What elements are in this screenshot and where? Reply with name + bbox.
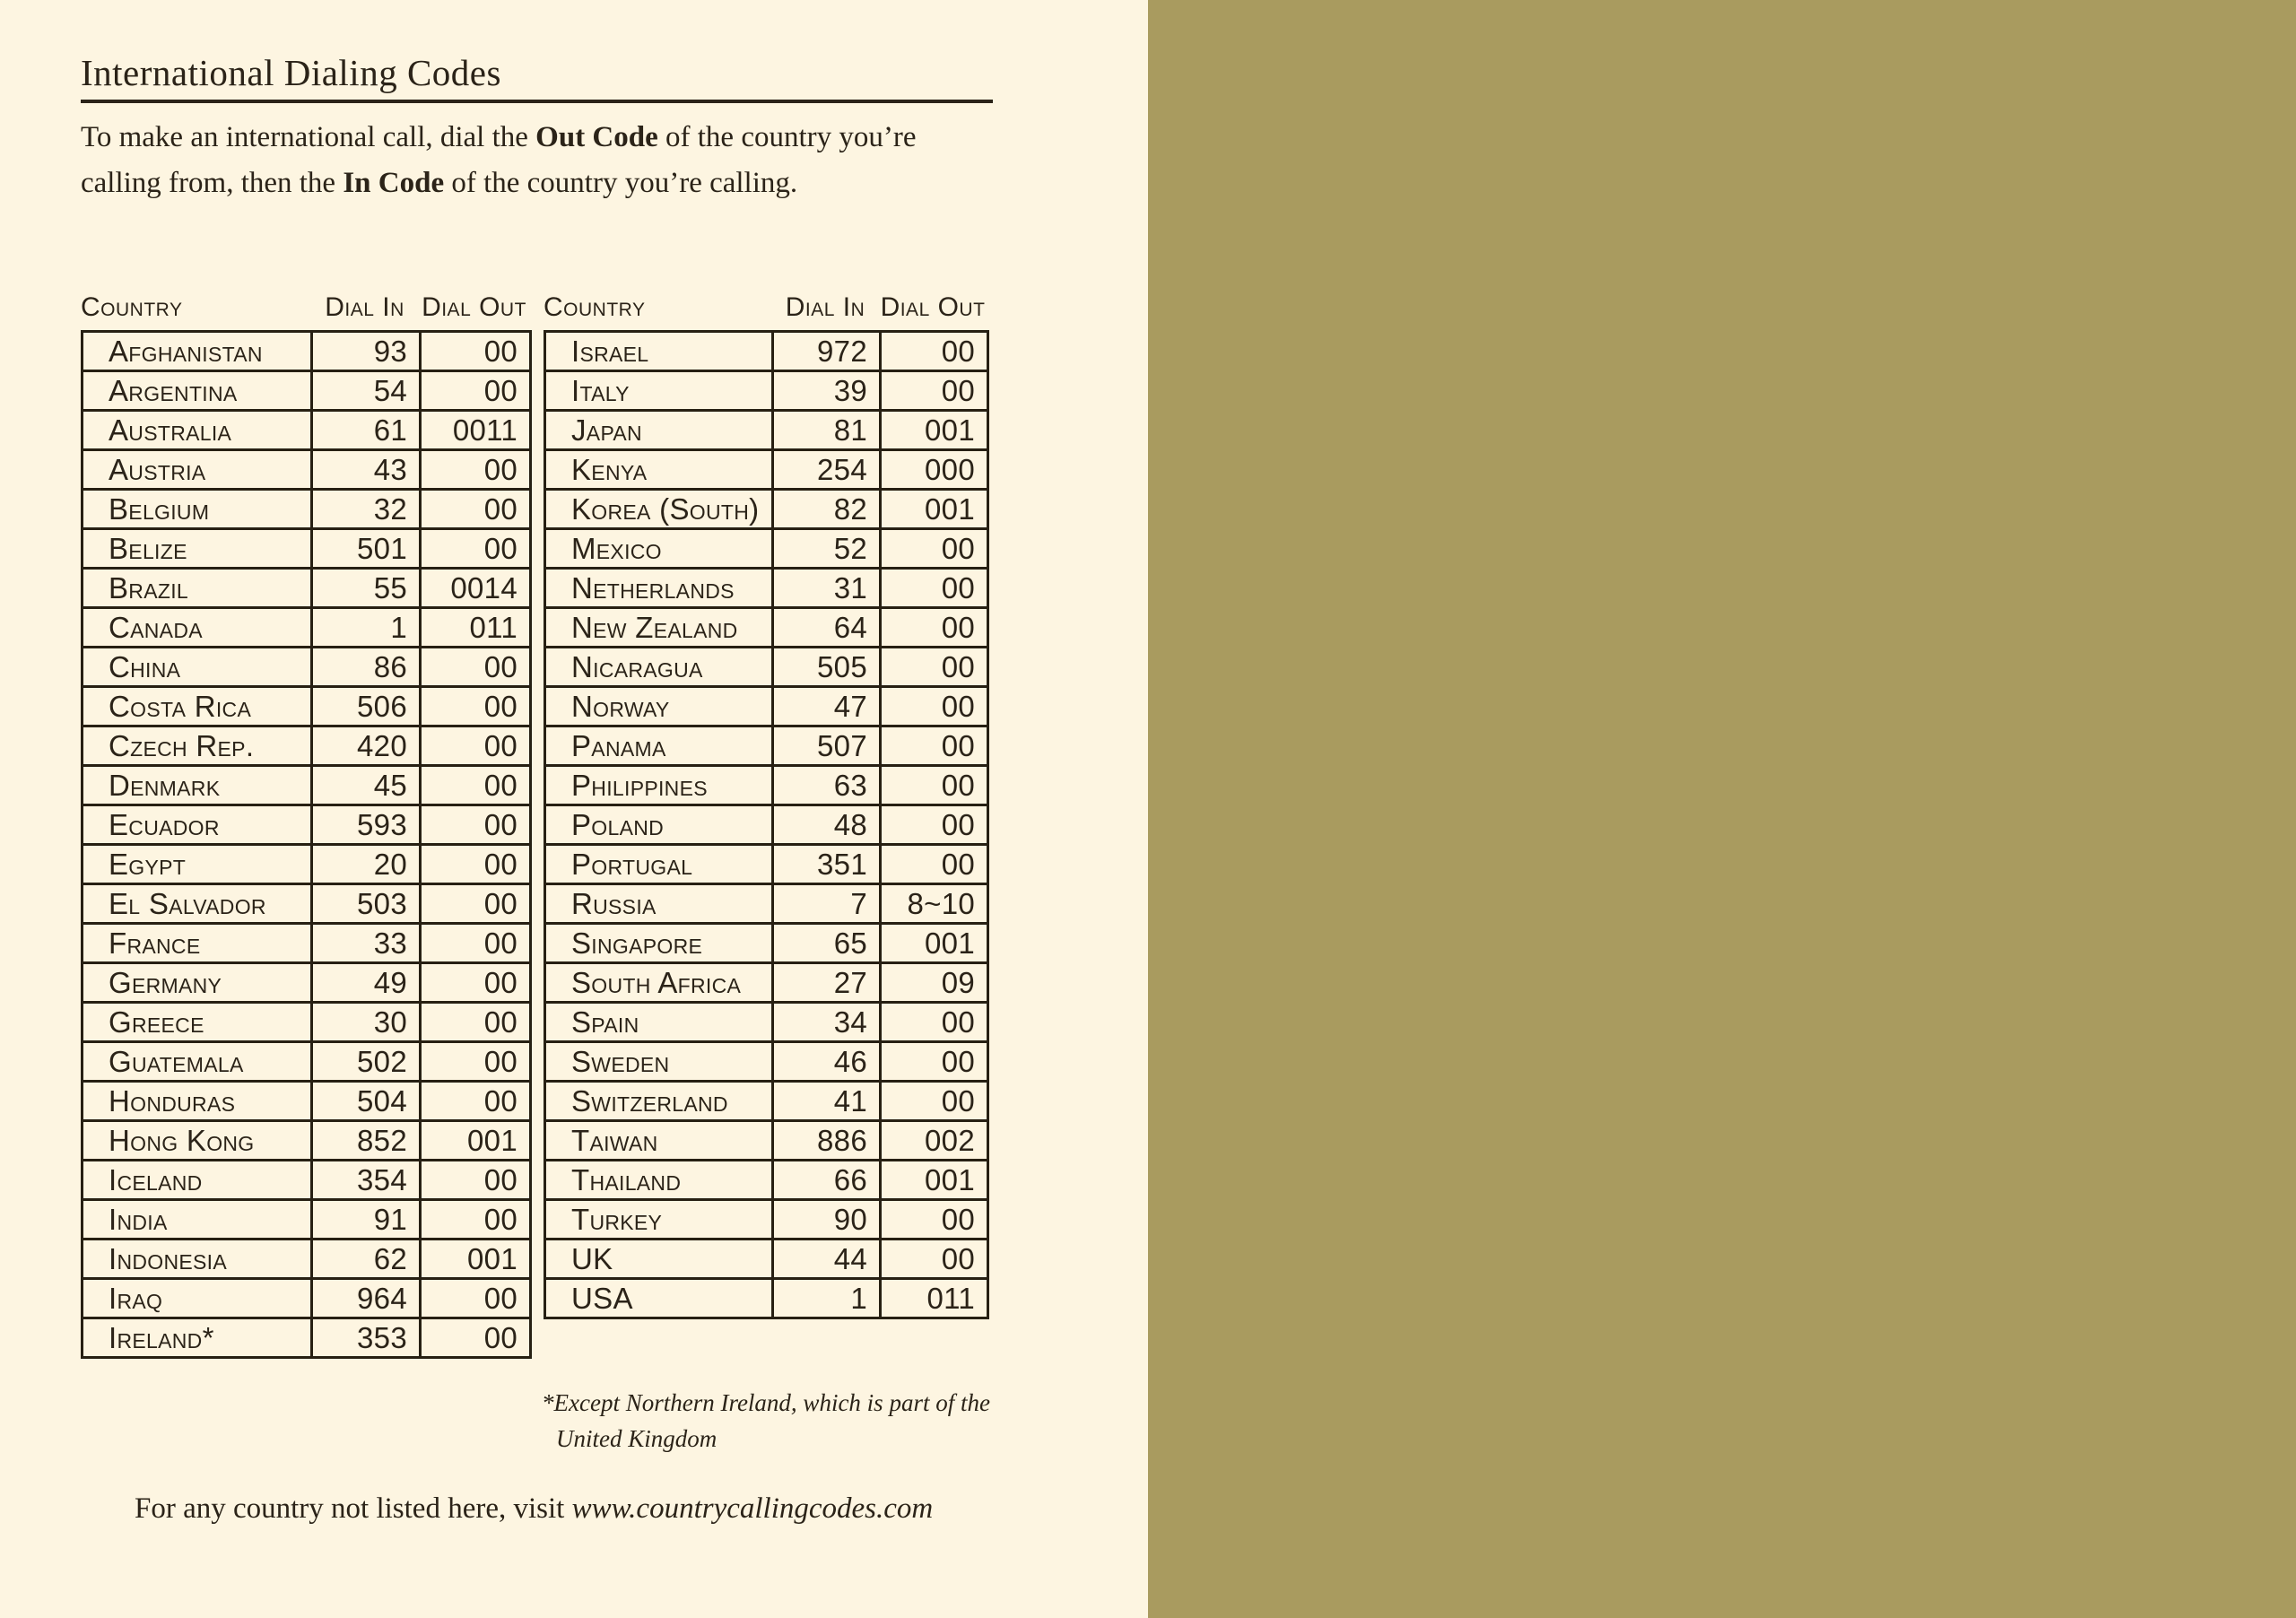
- column-header-dial-out: Dial Out: [880, 292, 986, 322]
- dial-in-cell: 964: [312, 1279, 421, 1318]
- dial-out-cell: 00: [421, 648, 531, 687]
- country-cell: Hong Kong: [83, 1121, 312, 1161]
- dial-in-cell: 254: [773, 450, 881, 490]
- dial-in-cell: 501: [312, 529, 421, 569]
- table-row: [545, 1279, 988, 1318]
- country-cell: Brazil: [83, 569, 312, 608]
- website-note: [135, 1492, 933, 1526]
- dial-out-cell: 00: [881, 1082, 988, 1121]
- dial-in-cell: 503: [312, 884, 421, 924]
- country-cell: UK: [545, 1240, 773, 1279]
- country-cell: El Salvador: [83, 884, 312, 924]
- dial-in-cell: 33: [312, 924, 421, 963]
- table-row: [545, 529, 988, 569]
- table-row: [83, 371, 531, 411]
- country-cell: Sweden: [545, 1042, 773, 1082]
- dial-out-cell: 00: [881, 1042, 988, 1082]
- dial-out-cell: 011: [881, 1279, 988, 1318]
- dial-in-cell: 81: [773, 411, 881, 450]
- column-header-country: Country: [544, 292, 646, 322]
- country-cell: Turkey: [545, 1200, 773, 1240]
- dial-in-cell: 52: [773, 529, 881, 569]
- dial-in-cell: 41: [773, 1082, 881, 1121]
- country-cell: Afghanistan: [83, 332, 312, 371]
- dial-out-cell: 00: [881, 371, 988, 411]
- dial-in-cell: 506: [312, 687, 421, 726]
- country-cell: Ireland*: [83, 1318, 312, 1358]
- website-url: www.countrycallingcodes.com: [571, 1492, 934, 1525]
- country-cell: Nicaragua: [545, 648, 773, 687]
- dial-in-cell: 55: [312, 569, 421, 608]
- dial-out-cell: 00: [881, 529, 988, 569]
- table-header-row: [544, 287, 987, 330]
- table-row: [545, 687, 988, 726]
- dial-in-cell: 34: [773, 1003, 881, 1042]
- dial-in-cell: 505: [773, 648, 881, 687]
- website-note-text: For any country not listed here, visit: [135, 1492, 572, 1525]
- country-cell: Guatemala: [83, 1042, 312, 1082]
- intro-text: To make an international call, dial the: [81, 121, 536, 153]
- country-cell: Korea (South): [545, 490, 773, 529]
- table-row: [545, 371, 988, 411]
- dial-out-cell: 00: [421, 1161, 531, 1200]
- table-row: [83, 648, 531, 687]
- country-cell: Belize: [83, 529, 312, 569]
- dial-in-cell: 39: [773, 371, 881, 411]
- table-header-row: [81, 287, 529, 330]
- dial-in-cell: 44: [773, 1240, 881, 1279]
- table-row: [83, 411, 531, 450]
- dial-out-cell: 011: [421, 608, 531, 648]
- dial-in-cell: 31: [773, 569, 881, 608]
- country-cell: Taiwan: [545, 1121, 773, 1161]
- table-row: [83, 1003, 531, 1042]
- table-row: [545, 924, 988, 963]
- table-row: [83, 687, 531, 726]
- table-row: [83, 1240, 531, 1279]
- dial-out-cell: 00: [421, 490, 531, 529]
- table-row: [83, 963, 531, 1003]
- dial-in-cell: 30: [312, 1003, 421, 1042]
- table-row: [83, 569, 531, 608]
- table-row: [545, 963, 988, 1003]
- dial-out-cell: 001: [421, 1240, 531, 1279]
- table-row: [83, 608, 531, 648]
- table-row: [83, 805, 531, 845]
- dial-in-cell: 82: [773, 490, 881, 529]
- dial-in-cell: 420: [312, 726, 421, 766]
- dial-out-cell: 00: [421, 845, 531, 884]
- country-cell: Costa Rica: [83, 687, 312, 726]
- dial-in-cell: 91: [312, 1200, 421, 1240]
- dial-out-cell: 00: [421, 766, 531, 805]
- dial-out-cell: 00: [421, 924, 531, 963]
- country-cell: Australia: [83, 411, 312, 450]
- table-row: [545, 1003, 988, 1042]
- dial-in-cell: 354: [312, 1161, 421, 1200]
- dial-in-cell: 48: [773, 805, 881, 845]
- table-row: [83, 766, 531, 805]
- table-row: [83, 1161, 531, 1200]
- intro-text: of the country you’re calling.: [444, 167, 798, 199]
- dial-out-cell: 00: [421, 450, 531, 490]
- dial-in-cell: 507: [773, 726, 881, 766]
- dial-in-cell: 66: [773, 1161, 881, 1200]
- dial-in-cell: 351: [773, 845, 881, 884]
- country-cell: Japan: [545, 411, 773, 450]
- dial-out-cell: 09: [881, 963, 988, 1003]
- dial-out-cell: 00: [421, 805, 531, 845]
- country-cell: Honduras: [83, 1082, 312, 1121]
- table-row: [545, 1082, 988, 1121]
- intro-text: calling from, then the: [81, 167, 344, 199]
- country-cell: Belgium: [83, 490, 312, 529]
- table-row: [83, 884, 531, 924]
- dial-in-cell: 504: [312, 1082, 421, 1121]
- dial-out-cell: 00: [421, 1279, 531, 1318]
- country-cell: Switzerland: [545, 1082, 773, 1121]
- country-cell: USA: [545, 1279, 773, 1318]
- country-cell: Panama: [545, 726, 773, 766]
- table-row: [83, 924, 531, 963]
- dial-in-cell: 27: [773, 963, 881, 1003]
- dial-out-cell: 00: [421, 1082, 531, 1121]
- dial-out-cell: 00: [881, 1200, 988, 1240]
- country-cell: Norway: [545, 687, 773, 726]
- table-row: [545, 884, 988, 924]
- dialing-codes-table-left: [81, 287, 529, 1359]
- dial-out-cell: 000: [881, 450, 988, 490]
- country-cell: Kenya: [545, 450, 773, 490]
- ireland-footnote: [542, 1385, 990, 1457]
- dial-out-cell: 00: [881, 726, 988, 766]
- dial-in-cell: 62: [312, 1240, 421, 1279]
- dial-in-cell: 32: [312, 490, 421, 529]
- table-row: [545, 569, 988, 608]
- table-row: [83, 529, 531, 569]
- column-header-dial-in: Dial In: [785, 292, 865, 322]
- dial-in-cell: 502: [312, 1042, 421, 1082]
- dial-out-cell: 00: [881, 648, 988, 687]
- dial-in-cell: 63: [773, 766, 881, 805]
- dial-in-cell: 43: [312, 450, 421, 490]
- table-row: [83, 845, 531, 884]
- country-cell: Russia: [545, 884, 773, 924]
- country-cell: Iraq: [83, 1279, 312, 1318]
- dial-in-cell: 852: [312, 1121, 421, 1161]
- table-row: [545, 1161, 988, 1200]
- country-cell: Italy: [545, 371, 773, 411]
- country-cell: Spain: [545, 1003, 773, 1042]
- dial-in-cell: 353: [312, 1318, 421, 1358]
- dial-out-cell: 8~10: [881, 884, 988, 924]
- dial-out-cell: 00: [881, 766, 988, 805]
- country-cell: Thailand: [545, 1161, 773, 1200]
- table-row: [545, 805, 988, 845]
- dial-out-cell: 001: [881, 1161, 988, 1200]
- country-cell: Argentina: [83, 371, 312, 411]
- dial-out-cell: 00: [421, 963, 531, 1003]
- dial-out-cell: 00: [421, 1003, 531, 1042]
- dial-in-cell: 47: [773, 687, 881, 726]
- country-cell: Egypt: [83, 845, 312, 884]
- table-row: [545, 450, 988, 490]
- column-header-country: Country: [81, 292, 183, 322]
- table-row: [545, 766, 988, 805]
- column-header-dial-in: Dial In: [325, 292, 404, 322]
- codes-table: [544, 330, 989, 1319]
- country-cell: Austria: [83, 450, 312, 490]
- table-row: [545, 608, 988, 648]
- table-row: [545, 1121, 988, 1161]
- country-cell: France: [83, 924, 312, 963]
- dial-out-cell: 00: [881, 687, 988, 726]
- dial-in-cell: 61: [312, 411, 421, 450]
- dial-in-cell: 1: [773, 1279, 881, 1318]
- table-row: [83, 1318, 531, 1358]
- country-cell: Indonesia: [83, 1240, 312, 1279]
- dial-out-cell: 0014: [421, 569, 531, 608]
- dial-out-cell: 00: [421, 687, 531, 726]
- country-cell: Singapore: [545, 924, 773, 963]
- table-row: [83, 1121, 531, 1161]
- country-cell: Mexico: [545, 529, 773, 569]
- table-row: [83, 332, 531, 371]
- dial-in-cell: 65: [773, 924, 881, 963]
- table-row: [545, 411, 988, 450]
- country-cell: Portugal: [545, 845, 773, 884]
- dial-in-cell: 49: [312, 963, 421, 1003]
- table-row: [545, 332, 988, 371]
- dial-out-cell: 002: [881, 1121, 988, 1161]
- dial-out-cell: 00: [881, 1003, 988, 1042]
- table-row: [83, 1042, 531, 1082]
- dial-in-cell: 593: [312, 805, 421, 845]
- dial-out-cell: 001: [881, 924, 988, 963]
- dial-out-cell: 001: [881, 411, 988, 450]
- dial-in-cell: 64: [773, 608, 881, 648]
- dial-out-cell: 00: [881, 1240, 988, 1279]
- country-cell: Greece: [83, 1003, 312, 1042]
- dial-out-cell: 001: [881, 490, 988, 529]
- table-row: [545, 648, 988, 687]
- dial-out-cell: 00: [881, 608, 988, 648]
- dial-out-cell: 00: [881, 332, 988, 371]
- country-cell: Poland: [545, 805, 773, 845]
- country-cell: Czech Rep.: [83, 726, 312, 766]
- table-row: [83, 726, 531, 766]
- footnote-line: United Kingdom: [556, 1425, 718, 1452]
- table-row: [545, 845, 988, 884]
- country-cell: Philippines: [545, 766, 773, 805]
- in-code-term: In Code: [343, 167, 445, 199]
- country-cell: India: [83, 1200, 312, 1240]
- country-cell: Iceland: [83, 1161, 312, 1200]
- dial-out-cell: 00: [421, 884, 531, 924]
- table-row: [545, 1200, 988, 1240]
- dial-in-cell: 86: [312, 648, 421, 687]
- table-row: [83, 490, 531, 529]
- table-row: [83, 1082, 531, 1121]
- country-cell: South Africa: [545, 963, 773, 1003]
- intro-text: of the country you’re: [657, 121, 917, 153]
- table-row: [545, 726, 988, 766]
- dial-out-cell: 00: [881, 845, 988, 884]
- dial-in-cell: 7: [773, 884, 881, 924]
- dial-in-cell: 46: [773, 1042, 881, 1082]
- table-row: [545, 1042, 988, 1082]
- dial-in-cell: 90: [773, 1200, 881, 1240]
- country-cell: Germany: [83, 963, 312, 1003]
- country-cell: Netherlands: [545, 569, 773, 608]
- dial-in-cell: 45: [312, 766, 421, 805]
- dial-in-cell: 93: [312, 332, 421, 371]
- country-cell: New Zealand: [545, 608, 773, 648]
- intro-paragraph: [81, 115, 917, 206]
- dial-out-cell: 00: [421, 726, 531, 766]
- dial-in-cell: 972: [773, 332, 881, 371]
- dial-out-cell: 00: [421, 1200, 531, 1240]
- dialing-codes-table-right: [544, 287, 987, 1319]
- column-header-dial-out: Dial Out: [422, 292, 526, 322]
- dial-in-cell: 54: [312, 371, 421, 411]
- table-row: [83, 1200, 531, 1240]
- page-title: International Dialing Codes: [81, 52, 993, 103]
- country-cell: Israel: [545, 332, 773, 371]
- dial-out-cell: 00: [421, 332, 531, 371]
- dial-out-cell: 00: [881, 805, 988, 845]
- table-row: [545, 1240, 988, 1279]
- dial-out-cell: 00: [881, 569, 988, 608]
- dial-out-cell: 00: [421, 371, 531, 411]
- dial-out-cell: 0011: [421, 411, 531, 450]
- dial-in-cell: 1: [312, 608, 421, 648]
- table-row: [83, 1279, 531, 1318]
- dial-out-cell: 00: [421, 529, 531, 569]
- table-row: [545, 490, 988, 529]
- country-cell: Canada: [83, 608, 312, 648]
- country-cell: Ecuador: [83, 805, 312, 845]
- dial-out-cell: 001: [421, 1121, 531, 1161]
- dial-in-cell: 886: [773, 1121, 881, 1161]
- country-cell: China: [83, 648, 312, 687]
- footnote-line: *Except Northern Ireland, which is part of the: [542, 1389, 990, 1416]
- dial-out-cell: 00: [421, 1042, 531, 1082]
- table-row: [83, 450, 531, 490]
- codes-table: [81, 330, 532, 1359]
- out-code-term: Out Code: [535, 121, 658, 153]
- country-cell: Denmark: [83, 766, 312, 805]
- dial-out-cell: 00: [421, 1318, 531, 1358]
- dial-in-cell: 20: [312, 845, 421, 884]
